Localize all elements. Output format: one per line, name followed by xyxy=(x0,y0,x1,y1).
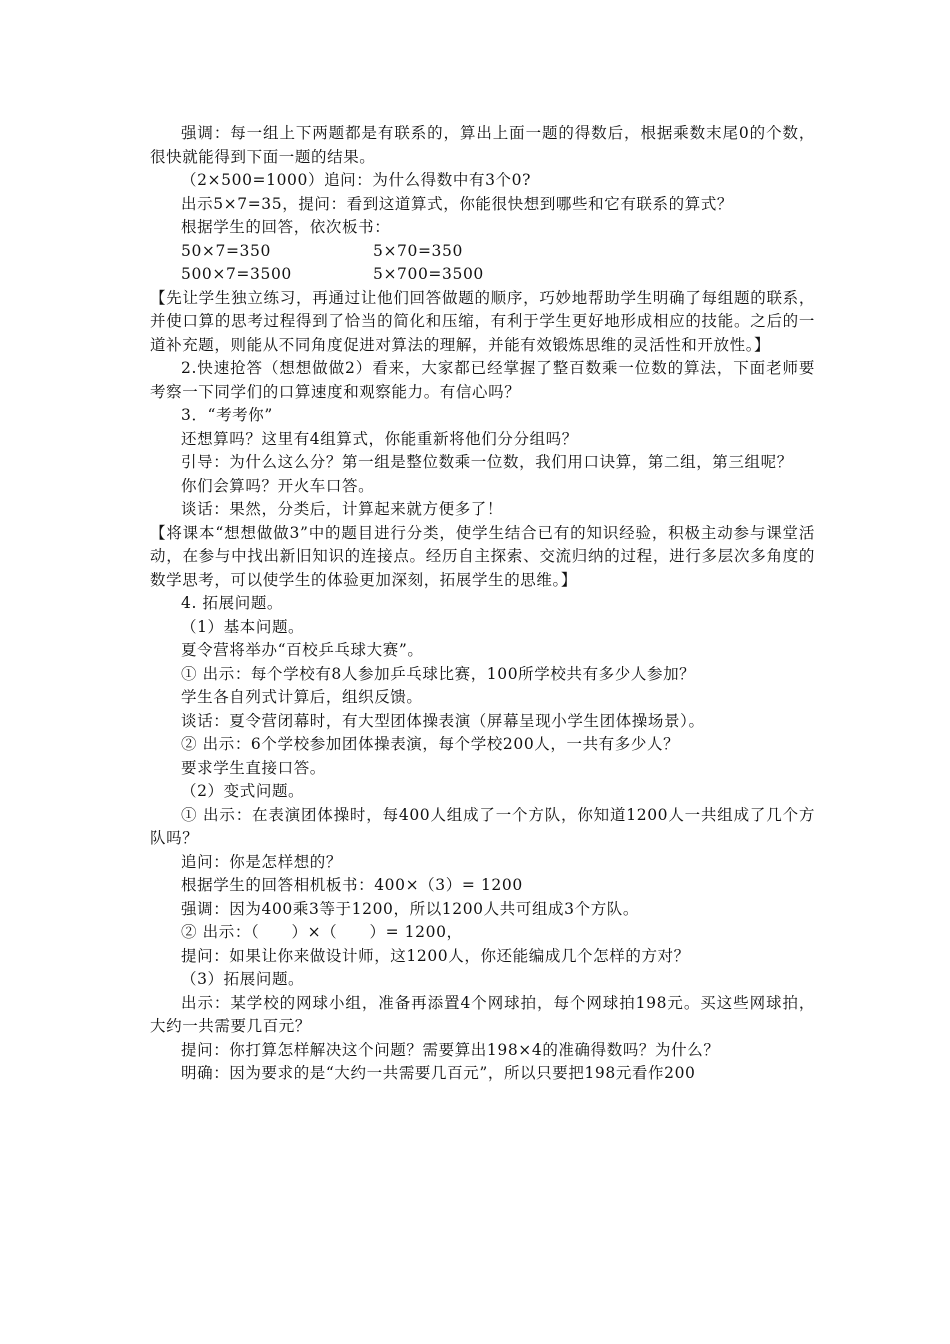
paragraph: ② 出示：（ ）×（ ）= 1200， xyxy=(181,923,463,941)
paragraph: 追问：你是怎样想的？ xyxy=(181,852,343,871)
paragraph: 引导：为什么这么分？第一组是整位数乘一位数，我们用口诀算，第二组，第三组呢？ xyxy=(181,453,793,471)
paragraph: 提问：你打算怎样解决这个问题？需要算出198×4的准确得数吗？为什么？ xyxy=(181,1040,720,1059)
equation-row xyxy=(150,240,815,264)
subsection-heading: （1）基本问题。 xyxy=(181,617,305,636)
paragraph: 学生各自列式计算后，组织反馈。 xyxy=(181,688,423,706)
commentary-paragraph: 【先让学生独立练习，再通过让他们回答做题的顺序，巧妙地帮助学生明确了每组题的联系，并使口算的思考过程得到了恰当的简化和压缩，有利于学生更好地形成相应的技能。之后的一道补充题，则能从不同角度促进对算法的理解，并能有效锻炼思维的灵活性和开放性。】 xyxy=(150,288,815,354)
paragraph: ① 出示：每个学校有8人参加乒乓球比赛，100所学校共有多少人参加？ xyxy=(181,664,696,683)
paragraph: 出示5×7=35，提问：看到这道算式，你能很快想到哪些和它有联系的算式？ xyxy=(181,194,734,213)
paragraph: 2.快速抢答（想想做做2）看来，大家都已经掌握了整百数乘一位数的算法，下面老师要考察一下同学们的口算速度和观察能力。有信心吗？ xyxy=(150,359,815,401)
paragraph: 出示：某学校的网球小组，准备再添置4个网球拍，每个网球拍198元。买这些网球拍，大约一共需要几百元？ xyxy=(150,993,815,1035)
subsection-heading: （2）变式问题。 xyxy=(181,782,305,800)
commentary-paragraph: 【将课本“想想做做3”中的题目进行分类，使学生结合已有的知识经验，积极主动参与课堂活动，在参与中找出新旧知识的连接点。经历自主探索、交流归纳的过程，进行多层次多角度的数学思考，可以使学生的体验更加深刻，拓展学生的思维。】 xyxy=(150,523,815,589)
paragraph: ① 出示：在表演团体操时，每400人组成了一个方队，你知道1200人一共组成了几个方队吗？ xyxy=(150,805,815,847)
paragraph: 提问：如果让你来做设计师，这1200人，你还能编成几个怎样的方对？ xyxy=(181,946,690,965)
equation-row xyxy=(150,263,815,287)
document-body xyxy=(150,122,815,1086)
paragraph: 夏令营将举办“百校乒乓球大赛”。 xyxy=(181,641,424,659)
paragraph: 你们会算吗？开火车口答。 xyxy=(181,476,375,495)
equation-left: 500×7=3500 xyxy=(181,265,292,283)
paragraph: 谈话：果然，分类后，计算起来就方便多了！ xyxy=(181,500,504,518)
paragraph: 强调：每一组上下两题都是有联系的，算出上面一题的得数后，根据乘数末尾0的个数，很快就能得到下面一题的结果。 xyxy=(150,124,815,166)
paragraph: 根据学生的回答相机板书：400×（3）= 1200 xyxy=(181,876,523,894)
section-heading: 3．“考考你” xyxy=(181,406,273,424)
equation-right: 5×700=3500 xyxy=(373,265,484,283)
paragraph: ② 出示：6个学校参加团体操表演，每个学校200人，一共有多少人？ xyxy=(181,735,680,753)
paragraph: 谈话：夏令营闭幕时，有大型团体操表演（屏幕呈现小学生团体操场景）。 xyxy=(181,711,705,730)
subsection-heading: （3）拓展问题。 xyxy=(181,970,305,988)
paragraph: 要求学生直接口答。 xyxy=(181,758,326,777)
equation-left: 50×7=350 xyxy=(181,241,271,260)
paragraph: 根据学生的回答，依次板书： xyxy=(181,218,391,236)
paragraph: 强调：因为400乘3等于1200，所以1200人共可组成3个方队。 xyxy=(181,899,640,918)
section-heading: 4. 拓展问题。 xyxy=(181,594,284,612)
paragraph: 还想算吗？这里有4组算式，你能重新将他们分分组吗？ xyxy=(181,429,578,448)
paragraph: （2×500=1000）追问：为什么得数中有3个0? xyxy=(181,171,532,189)
equation-right: 5×70=350 xyxy=(373,241,463,260)
paragraph: 明确：因为要求的是“大约一共需要几百元”，所以只要把198元看作200 xyxy=(181,1064,696,1082)
